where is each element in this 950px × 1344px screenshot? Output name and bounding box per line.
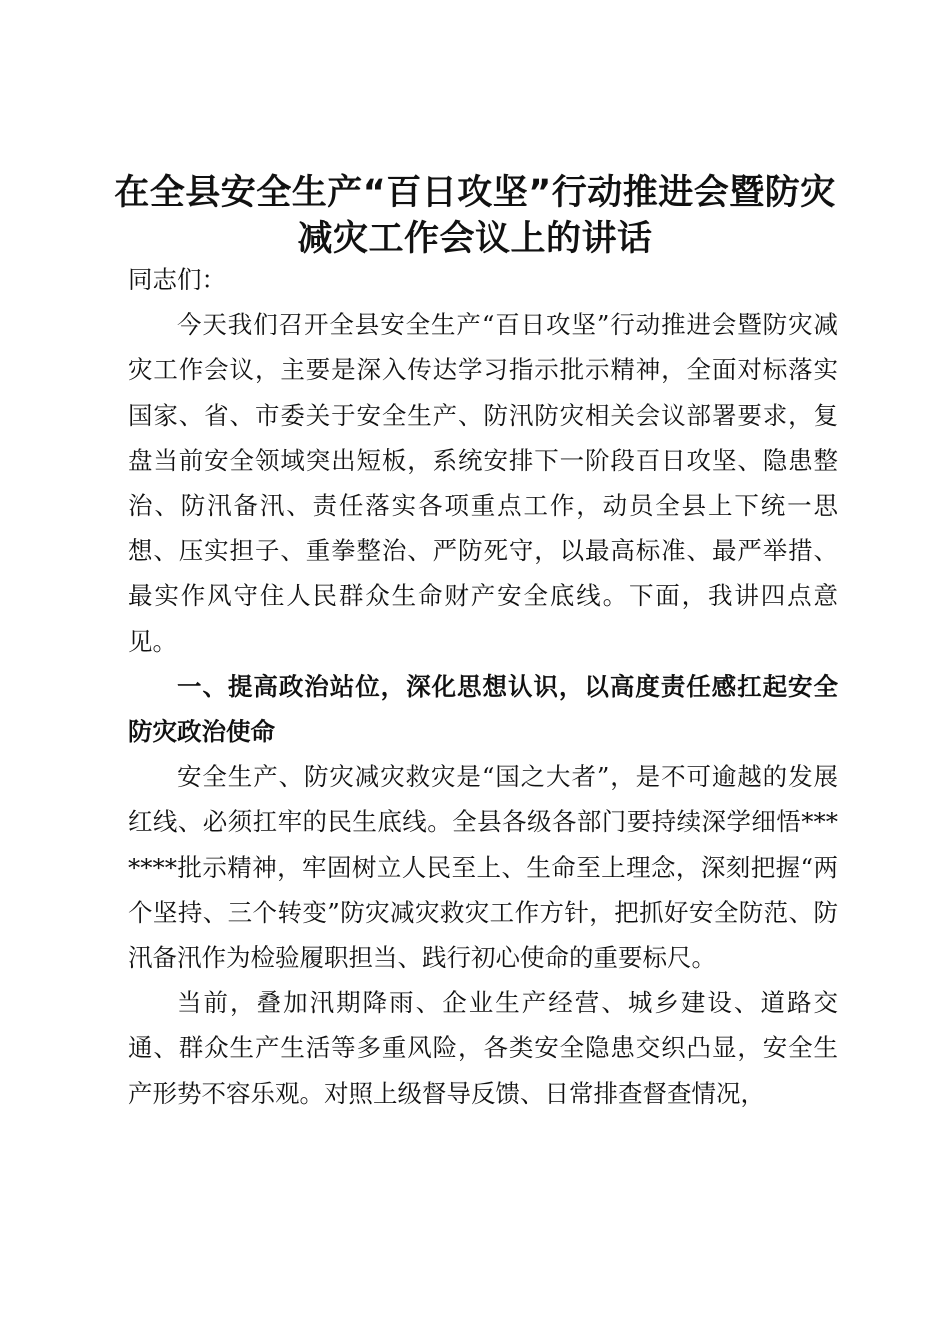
document-title: 在全县安全生产“百日攻坚”行动推进会暨防灾减灾工作会议上的讲话 — [114, 173, 836, 259]
section-1-paragraph-1: 安全生产、防灾减灾救灾是“国之大者”，是不可逾越的发展红线、必须扛牢的民生底线。全县各级各部门要持续深学细悟*******批示精神，牢固树立人民至上、生命至上理念，深刻把握“两个坚持、三个转变”防灾减灾救灾工作方针，把抓好安全防范、防汛备汛作为检验履职担当、践行初心使命的重要标尺。 — [128, 762, 838, 973]
section-heading-1: 一、提高政治站位，深化思想认识，以高度责任感扛起安全防灾政治使命 — [128, 671, 838, 747]
section-1-paragraph-2: 当前，叠加汛期降雨、企业生产经营、城乡建设、道路交通、群众生产生活等多重风险，各类安全隐患交织凸显，安全生产形势不容乐观。对照上级督导反馈、日常排查督查情况， — [128, 988, 838, 1108]
opening-paragraph: 今天我们召开全县安全生产“百日攻坚”行动推进会暨防灾减灾工作会议，主要是深入传达学习指示批示精神，全面对标落实国家、省、市委关于安全生产、防汛防灾相关会议部署要求，复盘当前安全领域突出短板，系统安排下一阶段百日攻坚、隐患整治、防汛备汛、责任落实各项重点工作，动员全县上下统一思想、压实担子、重拳整治、严防死守，以最高标准、最严举措、最实作风守住人民群众生命财产安全底线。下面，我讲四点意见。 — [128, 310, 838, 656]
document-body — [128, 257, 838, 1116]
salutation: 同志们： — [128, 265, 226, 294]
